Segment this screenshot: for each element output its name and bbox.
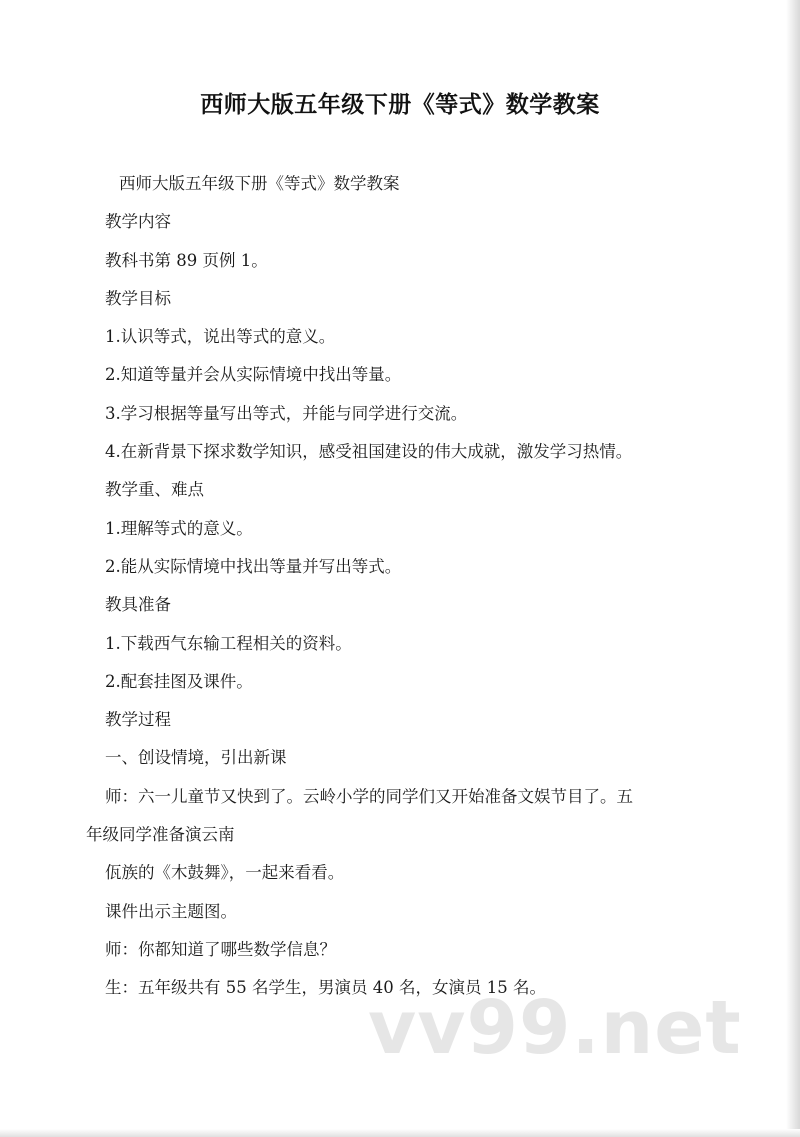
paragraph: 教科书第 89 页例 1。 xyxy=(105,250,268,270)
heading-section-one: 一、创设情境，引出新课 xyxy=(105,748,287,768)
heading-teaching-aids: 教具准备 xyxy=(105,595,171,615)
paragraph: 2.配套挂图及课件。 xyxy=(105,671,253,691)
paragraph: 1.下载西气东输工程相关的资料。 xyxy=(105,633,352,653)
paragraph: 佤族的《木鼓舞》，一起来看看。 xyxy=(105,863,345,883)
paragraph: 2.知道等量并会从实际情境中找出等量。 xyxy=(105,365,402,385)
document-title: 西师大版五年级下册《等式》数学教案 xyxy=(200,92,600,118)
document-body xyxy=(86,165,716,1008)
heading-key-points: 教学重、难点 xyxy=(105,480,204,500)
paragraph: 生：五年级共有 55 名学生，男演员 40 名，女演员 15 名。 xyxy=(105,978,546,998)
paragraph: 师：你都知道了哪些数学信息？ xyxy=(105,939,336,959)
page-bottom-shadow xyxy=(0,1129,800,1137)
paragraph: 2.能从实际情境中找出等量并写出等式。 xyxy=(105,556,402,576)
paragraph: 3.学习根据等量写出等式，并能与同学进行交流。 xyxy=(105,403,468,423)
watermark: vv99.net xyxy=(368,985,742,1071)
paragraph-subtitle: 西师大版五年级下册《等式》数学教案 xyxy=(119,174,400,193)
paragraph: 师：六一儿童节又快到了。云岭小学的同学们又开始准备文娱节目了。五 xyxy=(105,786,633,806)
heading-teaching-process: 教学过程 xyxy=(105,710,171,730)
heading-teaching-content: 教学内容 xyxy=(105,212,171,232)
paragraph: 课件出示主题图。 xyxy=(105,901,237,921)
paragraph: 4.在新背景下探求数学知识，感受祖国建设的伟大成就，激发学习热情。 xyxy=(105,442,633,462)
paragraph-continuation: 年级同学准备演云南 xyxy=(86,825,235,845)
heading-teaching-goals: 教学目标 xyxy=(105,288,171,308)
page-edge-shadow xyxy=(786,0,800,1137)
paragraph: 1.认识等式，说出等式的意义。 xyxy=(105,327,336,347)
paragraph: 1.理解等式的意义。 xyxy=(105,518,253,538)
